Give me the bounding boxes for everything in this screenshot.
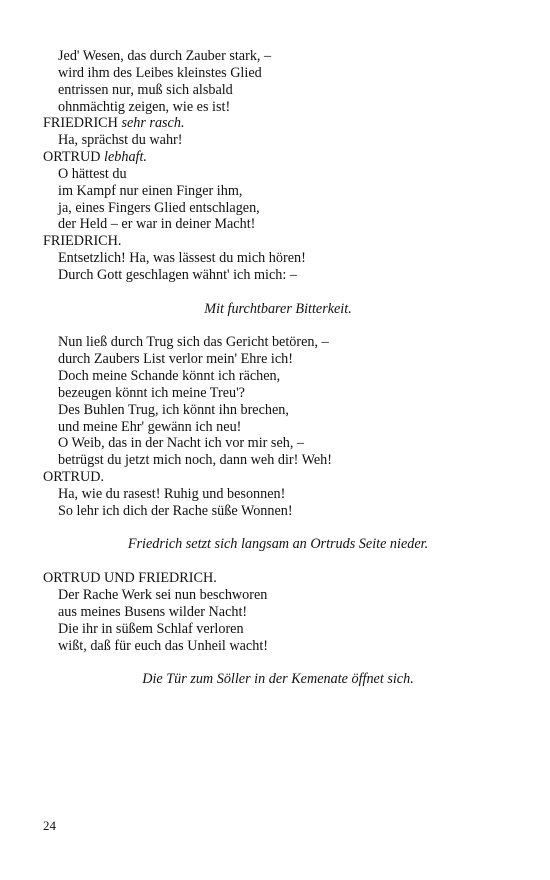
speaker-direction: lebhaft.	[104, 149, 147, 166]
verse-line: Ha, sprächst du wahr!	[58, 132, 183, 149]
verse-line: betrügst du jetzt mich noch, dann weh dir! Weh!	[58, 452, 332, 469]
speaker-heading	[43, 149, 513, 166]
verse-line: bezeugen könnt ich meine Treu'?	[58, 384, 245, 401]
verse-line: Entsetzlich! Ha, was lässest du mich hören!	[58, 250, 306, 267]
libretto-text	[43, 48, 513, 688]
speaker-direction: sehr rasch.	[121, 115, 185, 132]
page-number: 24	[43, 818, 56, 833]
verse-line: Durch Gott geschlagen wähnt' ich mich: –	[58, 266, 297, 283]
verse-line: ja, eines Fingers Glied entschlagen,	[58, 199, 260, 216]
verse-line: im Kampf nur einen Finger ihm,	[58, 182, 243, 199]
speaker-heading	[43, 233, 513, 250]
verse-line: Der Rache Werk sei nun beschworen	[58, 587, 268, 603]
verse-line: durch Zaubers List verlor mein' Ehre ich!	[58, 351, 293, 368]
verse-line: Die ihr in süßem Schlaf verloren	[58, 620, 244, 637]
stage-direction: Friedrich setzt sich langsam an Ortruds Seite nieder.	[127, 536, 429, 553]
blank-line	[43, 520, 513, 537]
speaker-name: FRIEDRICH	[43, 115, 118, 132]
verse-line: entrissen nur, muß sich alsbald	[58, 81, 233, 98]
speaker-name: FRIEDRICH.	[43, 233, 122, 250]
verse-line: Nun ließ durch Trug sich das Gericht betören, –	[58, 334, 329, 351]
blank-line	[43, 284, 513, 301]
verse-line: wißt, daß für euch das Unheil wacht!	[58, 637, 268, 654]
blank-line	[43, 553, 513, 570]
verse-line: der Held – er war in deiner Macht!	[58, 216, 256, 233]
verse-line: Jed' Wesen, das durch Zauber stark, –	[58, 48, 272, 64]
stage-direction: Die Tür zum Söller in der Kemenate öffnet sich.	[142, 671, 414, 688]
verse-line: Des Buhlen Trug, ich könnt ihn brechen,	[58, 401, 289, 418]
verse-line: O Weib, das in der Nacht ich vor mir seh, –	[58, 435, 305, 452]
speaker-name: ORTRUD	[43, 149, 101, 166]
blank-line	[43, 654, 513, 671]
speaker-name: ORTRUD UND FRIEDRICH.	[43, 570, 217, 587]
verse-line: aus meines Busens wilder Nacht!	[58, 603, 248, 620]
stage-direction: Mit furchtbarer Bitterkeit.	[204, 300, 352, 317]
verse-line: wird ihm des Leibes kleinstes Glied	[58, 64, 262, 81]
verse-line: ohnmächtig zeigen, wie es ist!	[58, 98, 231, 115]
speaker-heading	[43, 115, 513, 132]
blank-line	[43, 318, 513, 335]
speaker-heading	[43, 570, 513, 587]
speaker-name: ORTRUD.	[43, 469, 105, 486]
verse-line: und meine Ehr' gewänn ich neu!	[58, 418, 242, 435]
verse-line: So lehr ich dich der Rache süße Wonnen!	[58, 502, 293, 519]
verse-line: Doch meine Schande könnt ich rächen,	[58, 368, 281, 385]
speaker-heading	[43, 469, 513, 486]
verse-line: Ha, wie du rasest! Ruhig und besonnen!	[58, 485, 286, 502]
verse-line: O hättest du	[58, 165, 127, 182]
